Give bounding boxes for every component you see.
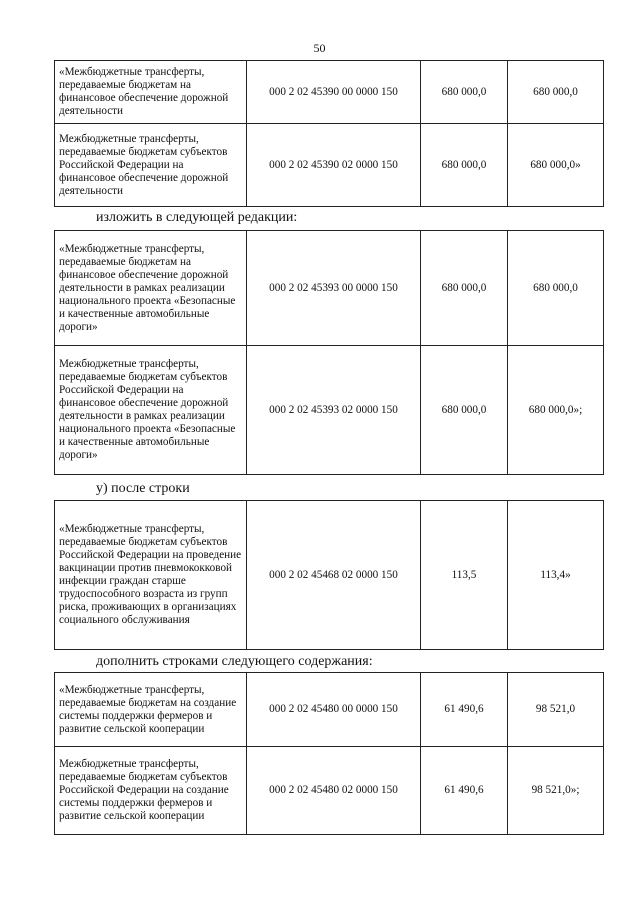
row-code: 000 2 02 45390 00 0000 150 <box>247 61 421 124</box>
row-value-2: 98 521,0»; <box>508 747 604 835</box>
row-code: 000 2 02 45390 02 0000 150 <box>247 124 421 207</box>
row-value-1: 680 000,0 <box>421 346 508 475</box>
table-3 <box>54 500 604 650</box>
row-name: «Межбюджетные трансферты, передаваемые бюджетам на финансовое обеспечение дорожной деятельности в рамках реализации национального проекта «Безопасные и качественные автомобильные дороги» <box>55 231 247 346</box>
row-value-2: 98 521,0 <box>508 673 604 747</box>
row-name: «Межбюджетные трансферты, передаваемые бюджетам субъектов Российской Федерации на проведение вакцинации против пневмококковой инфекции граждан старше трудоспособного возраста из групп риска, проживающих в организациях социального обслуживания <box>55 501 247 650</box>
row-name: Межбюджетные трансферты, передаваемые бюджетам субъектов Российской Федерации на финансовое обеспечение дорожной деятельности <box>55 124 247 207</box>
table-row <box>55 501 604 650</box>
row-value-1: 61 490,6 <box>421 673 508 747</box>
row-value-2: 113,4» <box>508 501 604 650</box>
instruction-text: дополнить строками следующего содержания: <box>96 654 373 669</box>
table-2 <box>54 230 604 475</box>
row-code: 000 2 02 45393 00 0000 150 <box>247 231 421 346</box>
row-value-1: 680 000,0 <box>421 231 508 346</box>
row-value-2: 680 000,0 <box>508 231 604 346</box>
row-value-2: 680 000,0 <box>508 61 604 124</box>
row-code: 000 2 02 45468 02 0000 150 <box>247 501 421 650</box>
row-name: Межбюджетные трансферты, передаваемые бюджетам субъектов Российской Федерации на создание системы поддержки фермеров и развитие сельской кооперации <box>55 747 247 835</box>
row-value-1: 680 000,0 <box>421 61 508 124</box>
table-row <box>55 673 604 747</box>
row-value-2: 680 000,0» <box>508 124 604 207</box>
row-name: Межбюджетные трансферты, передаваемые бюджетам субъектов Российской Федерации на финансовое обеспечение дорожной деятельности в рамках реализации национального проекта «Безопасные и качественные автомобильные дороги» <box>55 346 247 475</box>
table-row <box>55 231 604 346</box>
table-4 <box>54 672 604 835</box>
page-number: 50 <box>313 41 326 55</box>
row-code: 000 2 02 45393 02 0000 150 <box>247 346 421 475</box>
row-code: 000 2 02 45480 00 0000 150 <box>247 673 421 747</box>
row-value-1: 113,5 <box>421 501 508 650</box>
row-value-1: 680 000,0 <box>421 124 508 207</box>
table-row <box>55 124 604 207</box>
instruction-text: изложить в следующей редакции: <box>96 210 298 225</box>
instruction-text: у) после строки <box>96 481 190 496</box>
row-name: «Межбюджетные трансферты, передаваемые бюджетам на создание системы поддержки фермеров и развитие сельской кооперации <box>55 673 247 747</box>
row-name: «Межбюджетные трансферты, передаваемые бюджетам на финансовое обеспечение дорожной деятельности <box>55 61 247 124</box>
table-row <box>55 747 604 835</box>
row-value-2: 680 000,0»; <box>508 346 604 475</box>
row-code: 000 2 02 45480 02 0000 150 <box>247 747 421 835</box>
row-value-1: 61 490,6 <box>421 747 508 835</box>
table-row <box>55 61 604 124</box>
table-row <box>55 346 604 475</box>
table-1 <box>54 60 604 207</box>
